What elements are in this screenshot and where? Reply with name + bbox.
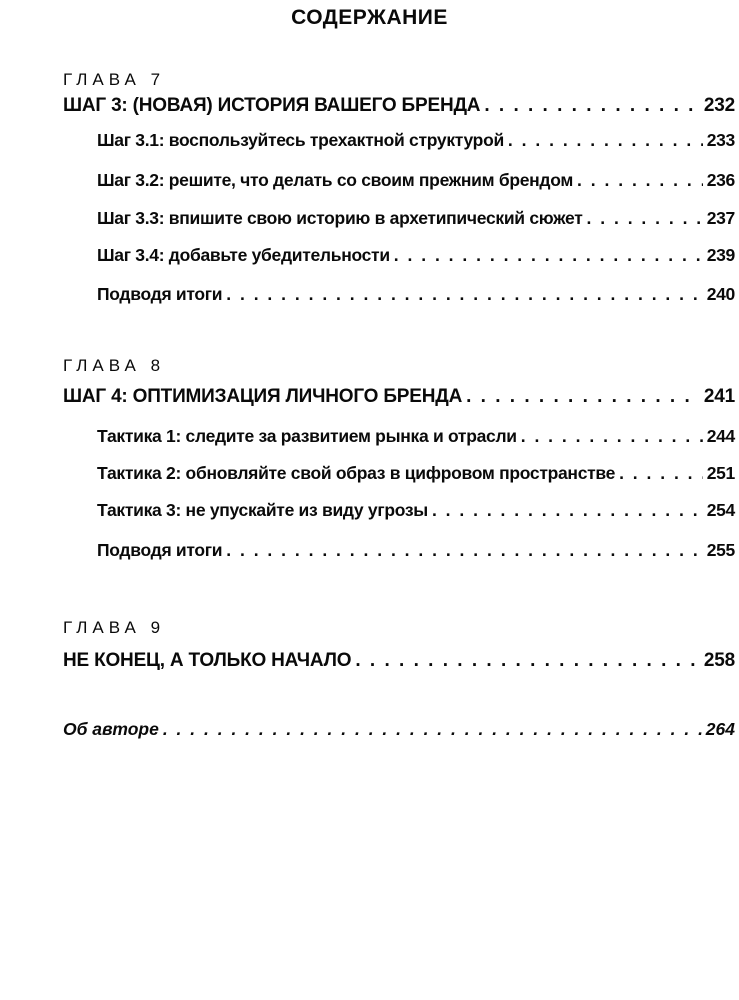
section-entry[interactable]: [97, 245, 735, 266]
entry-page-number: 251: [706, 463, 735, 483]
entry-title: Шаг 3.4: добавьте убедительности: [97, 245, 390, 265]
section-entry[interactable]: [97, 208, 735, 229]
entry-title: Подводя итоги: [97, 540, 223, 560]
entry-title: Подводя итоги: [97, 284, 223, 304]
contents-heading: СОДЕРЖАНИЕ: [291, 6, 448, 29]
dot-leader: [484, 95, 700, 117]
entry-page-number: 233: [706, 130, 735, 150]
chapter-label: ГЛАВА 9: [63, 618, 166, 637]
dot-leader: [226, 284, 702, 305]
section-entry[interactable]: [97, 130, 735, 151]
dot-leader: [432, 500, 703, 521]
dot-leader: [587, 208, 703, 229]
dot-leader: [226, 540, 702, 561]
entry-page-number: 239: [706, 245, 735, 265]
section-entry[interactable]: [97, 540, 735, 561]
chapter-label: ГЛАВА 7: [63, 70, 166, 89]
entry-title: Тактика 2: обновляйте свой образ в цифровом пространстве: [97, 463, 616, 483]
dot-leader: [163, 719, 702, 740]
dot-leader: [619, 463, 703, 484]
entry-page-number: 244: [706, 426, 735, 446]
chapter-title-entry[interactable]: [63, 650, 735, 672]
entry-title: Шаг 3.3: впишите свою историю в архетипический сюжет: [97, 208, 583, 228]
dot-leader: [508, 130, 703, 151]
entry-page-number: 236: [706, 170, 735, 190]
section-entry[interactable]: [97, 463, 735, 484]
section-entry[interactable]: [97, 500, 735, 521]
dot-leader: [394, 245, 703, 266]
dot-leader: [466, 386, 700, 408]
chapter-title-entry[interactable]: [63, 386, 735, 408]
entry-page-number: 241: [703, 386, 735, 407]
section-entry[interactable]: [97, 284, 735, 305]
entry-page-number: 240: [706, 284, 735, 304]
entry-page-number: 237: [706, 208, 735, 228]
entry-title: Шаг 3.2: решите, что делать со своим прежним брендом: [97, 170, 574, 190]
entry-title: Тактика 3: не упускайте из виду угрозы: [97, 500, 428, 520]
entry-title: ШАГ 3: (НОВАЯ) ИСТОРИЯ ВАШЕГО БРЕНДА: [63, 95, 481, 116]
chapter-label: ГЛАВА 8: [63, 356, 166, 375]
dot-leader: [355, 650, 700, 672]
entry-title: НЕ КОНЕЦ, А ТОЛЬКО НАЧАЛО: [63, 650, 352, 671]
entry-page-number: 258: [703, 650, 735, 671]
entry-title: Об авторе: [63, 719, 159, 739]
dot-leader: [521, 426, 703, 447]
dot-leader: [577, 170, 703, 191]
section-entry[interactable]: [97, 170, 735, 191]
entry-title: Шаг 3.1: воспользуйтесь трехактной структурой: [97, 130, 504, 150]
entry-title: Тактика 1: следите за развитием рынка и отрасли: [97, 426, 517, 446]
entry-page-number: 255: [706, 540, 735, 560]
entry-page-number: 232: [703, 95, 735, 116]
entry-page-number: 264: [705, 719, 735, 739]
entry-title: ШАГ 4: ОПТИМИЗАЦИЯ ЛИЧНОГО БРЕНДА: [63, 386, 463, 407]
about-author-entry[interactable]: [63, 719, 735, 740]
section-entry[interactable]: [97, 426, 735, 447]
chapter-title-entry[interactable]: [63, 95, 735, 117]
entry-page-number: 254: [706, 500, 735, 520]
